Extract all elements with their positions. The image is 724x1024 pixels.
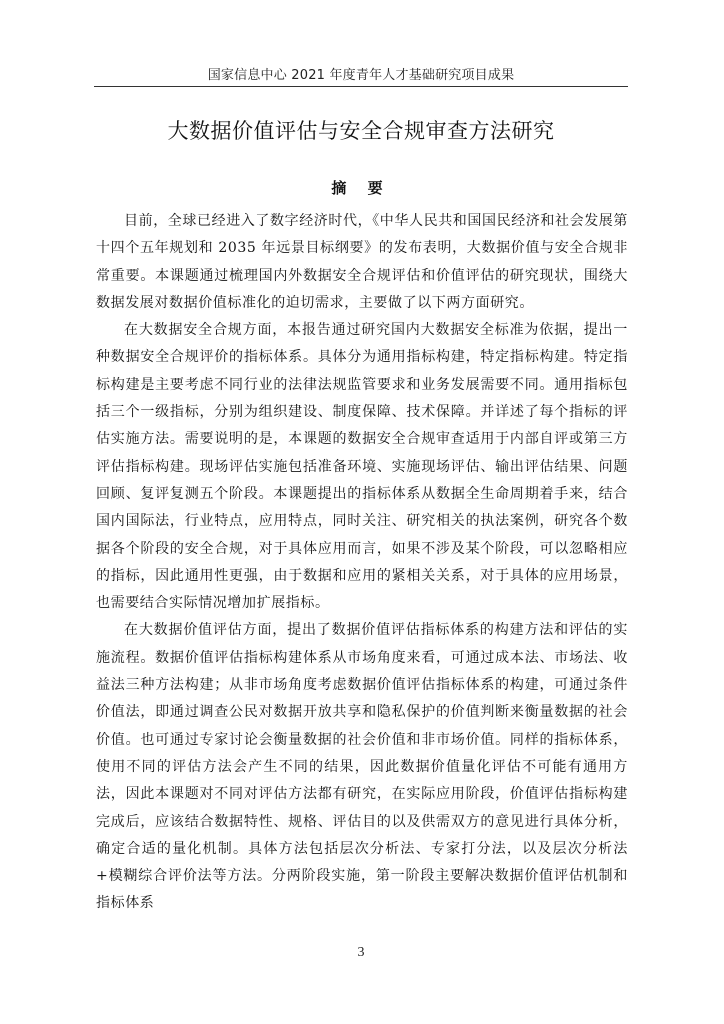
abstract-heading: 摘 要 [331, 179, 391, 197]
abstract-body [96, 208, 628, 918]
document-title: 大数据价值评估与安全合规审查方法研究 [167, 119, 555, 143]
header-divider [94, 86, 628, 87]
abstract-paragraph: 目前，全球已经进入了数字经济时代，《中华人民共和国国民经济和社会发展第十四个五年规划和 2035 年远景目标纲要》的发布表明，大数据价值与安全合规非常重要。本课题通过梳理国内外数据安全合规评估和价值评估的研究现状，围绕大数据发展对数据价值标准化的迫切需求，主要做了以下两方面研究。 [96, 213, 628, 311]
abstract-paragraph: 在大数据价值评估方面，提出了数据价值评估指标体系的构建方法和评估的实施流程。数据价值评估指标构建体系从市场角度来看，可通过成本法、市场法、收益法三种方法构建；从非市场角度考虑数据价值评估指标体系的构建，可通过条件价值法，即通过调查公民对数据开放共享和隐私保护的价值判断来衡量数据的社会价值。也可通过专家讨论会衡量数据的社会价值和非市场价值。同样的指标体系，使用不同的评估方法会产生不同的结果，因此数据价值量化评估不可能有通用方法，因此本课题对不同对评估方法都有研究，在实际应用阶段，价值评估指标构建完成后，应该结合数据特性、规格、评估目的以及供需双方的意见进行具体分析，确定合适的量化机制。具体方法包括层次分析法、专家打分法，以及层次分析法+模糊综合评价法等方法。分两阶段实施，第一阶段主要解决数据价值评估机制和指标体系 [96, 622, 628, 912]
running-header: 国家信息中心 2021 年度青年人才基础研究项目成果 [207, 68, 515, 83]
page-number: 3 [357, 945, 365, 960]
abstract-paragraph: 在大数据安全合规方面，本报告通过研究国内大数据安全标准为依据，提出一种数据安全合规评价的指标体系。具体分为通用指标构建，特定指标构建。特定指标构建是主要考虑不同行业的法律法规监管要求和业务发展需要不同。通用指标包括三个一级指标，分别为组织建设、制度保障、技术保障。并详述了每个指标的评估实施方法。需要说明的是，本课题的数据安全合规审查适用于内部自评或第三方评估指标构建。现场评估实施包括准备环境、实施现场评估、输出评估结果、问题回顾、复评复测五个阶段。本课题提出的指标体系从数据全生命周期着手来，结合国内国际法，行业特点，应用特点，同时关注、研究相关的执法案例，研究各个数据各个阶段的安全合规，对于具体应用而言，如果不涉及某个阶段，可以忽略相应的指标，因此通用性更强，由于数据和应用的紧相关关系，对于具体的应用场景，也需要结合实际情况增加扩展指标。 [96, 322, 628, 612]
